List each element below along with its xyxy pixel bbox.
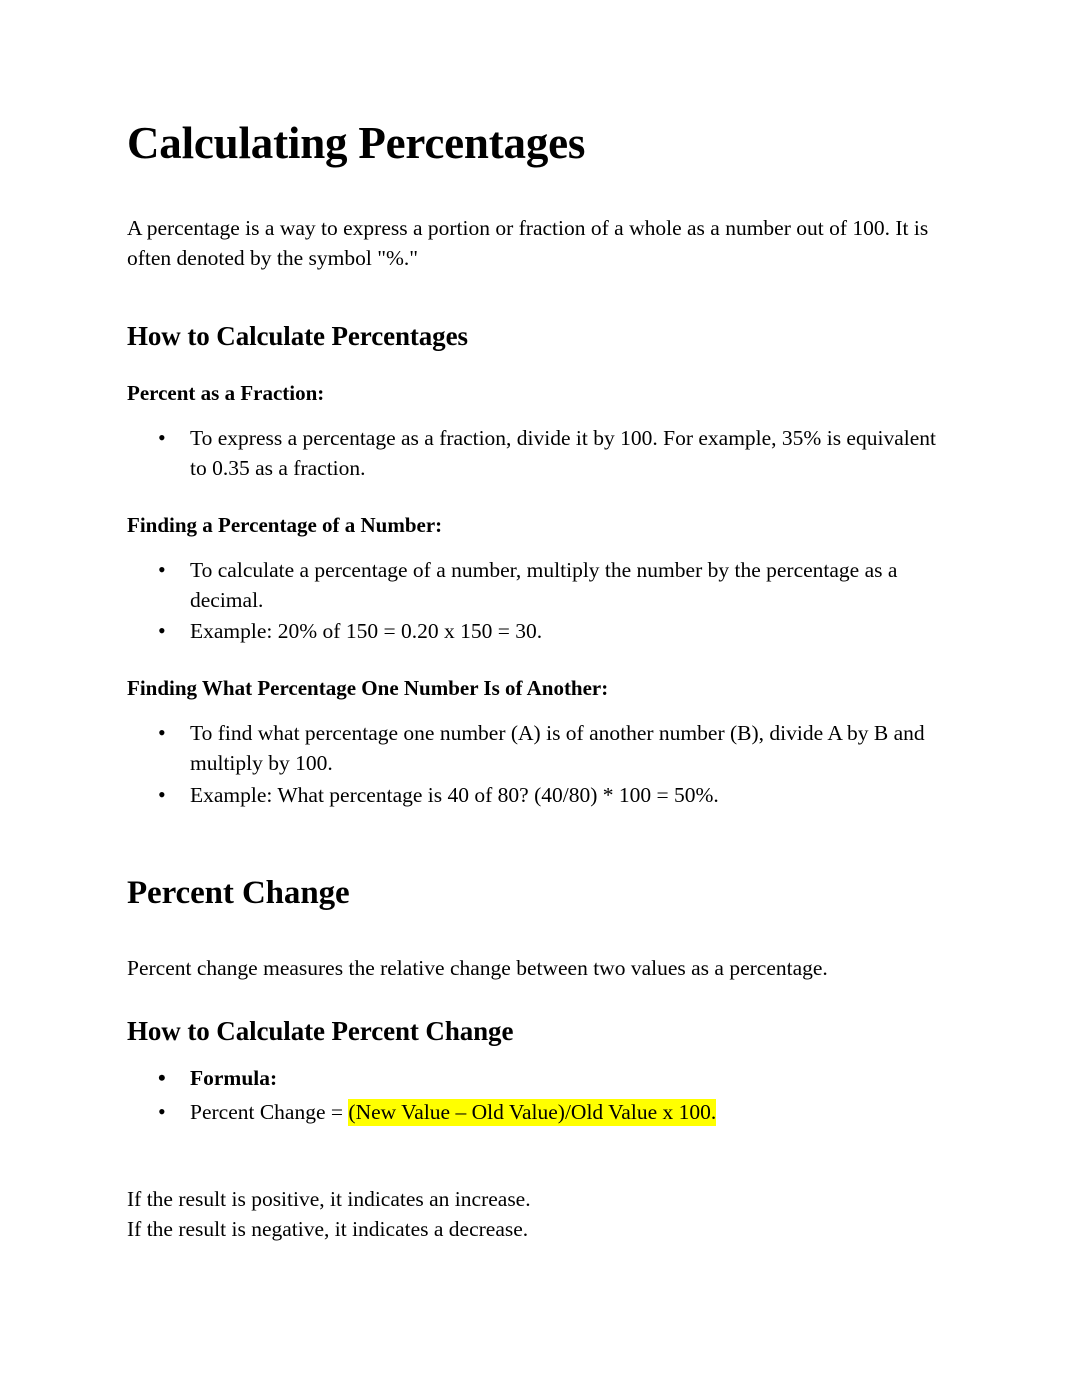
list-item: • To calculate a percentage of a number, multiply the number by the percentage as a decimal. (127, 556, 952, 615)
closing-notes (127, 1185, 952, 1244)
list-item: • To express a percentage as a fraction, divide it by 100. For example, 35% is equivalent to 0.35 as a fraction. (127, 424, 952, 483)
bullet-list-finding-what-percentage-one-number-is-of-another (127, 719, 952, 810)
intro-paragraph: A percentage is a way to express a portion or fraction of a whole as a number out of 100. It is often denoted by the symbol "%." (127, 216, 929, 271)
subheading-percent-as-a-fraction: Percent as a Fraction: (127, 381, 325, 406)
formula-prefix: Percent Change = (190, 1099, 349, 1124)
page-title: Calculating Percentages (127, 118, 586, 168)
subheading-finding-what-percentage-one-number-is-of-another: Finding What Percentage One Number Is of Another: (127, 675, 609, 700)
heading-percent-change: Percent Change (127, 875, 350, 912)
heading-how-to-calculate-percentages: How to Calculate Percentages (127, 320, 468, 351)
note-positive: If the result is positive, it indicates an increase. (127, 1187, 531, 1212)
list-item-formula (127, 1098, 952, 1128)
list-item-formula-label: • Formula: (127, 1064, 952, 1094)
section-percent-change (127, 874, 952, 1244)
formula-highlighted-text: (New Value – Old Value)/Old Value x 100. (348, 1099, 717, 1124)
bullet-list-formula (127, 1064, 952, 1127)
note-negative: If the result is negative, it indicates a decrease. (127, 1216, 529, 1241)
subheading-how-to-calculate-percent-change: How to Calculate Percent Change (127, 1016, 514, 1047)
list-item: • Example: 20% of 150 = 0.20 x 150 = 30. (127, 617, 952, 647)
list-item: • Example: What percentage is 40 of 80? (40/80) * 100 = 50%. (127, 781, 952, 811)
percent-change-description: Percent change measures the relative change between two values as a percentage. (127, 955, 828, 980)
list-item: • To find what percentage one number (A) is of another number (B), divide A by B and multiply by 100. (127, 719, 952, 778)
bullet-list-finding-a-percentage-of-a-number (127, 556, 952, 647)
bullet-list-percent-as-a-fraction (127, 424, 952, 483)
subheading-finding-a-percentage-of-a-number: Finding a Percentage of a Number: (127, 512, 443, 537)
